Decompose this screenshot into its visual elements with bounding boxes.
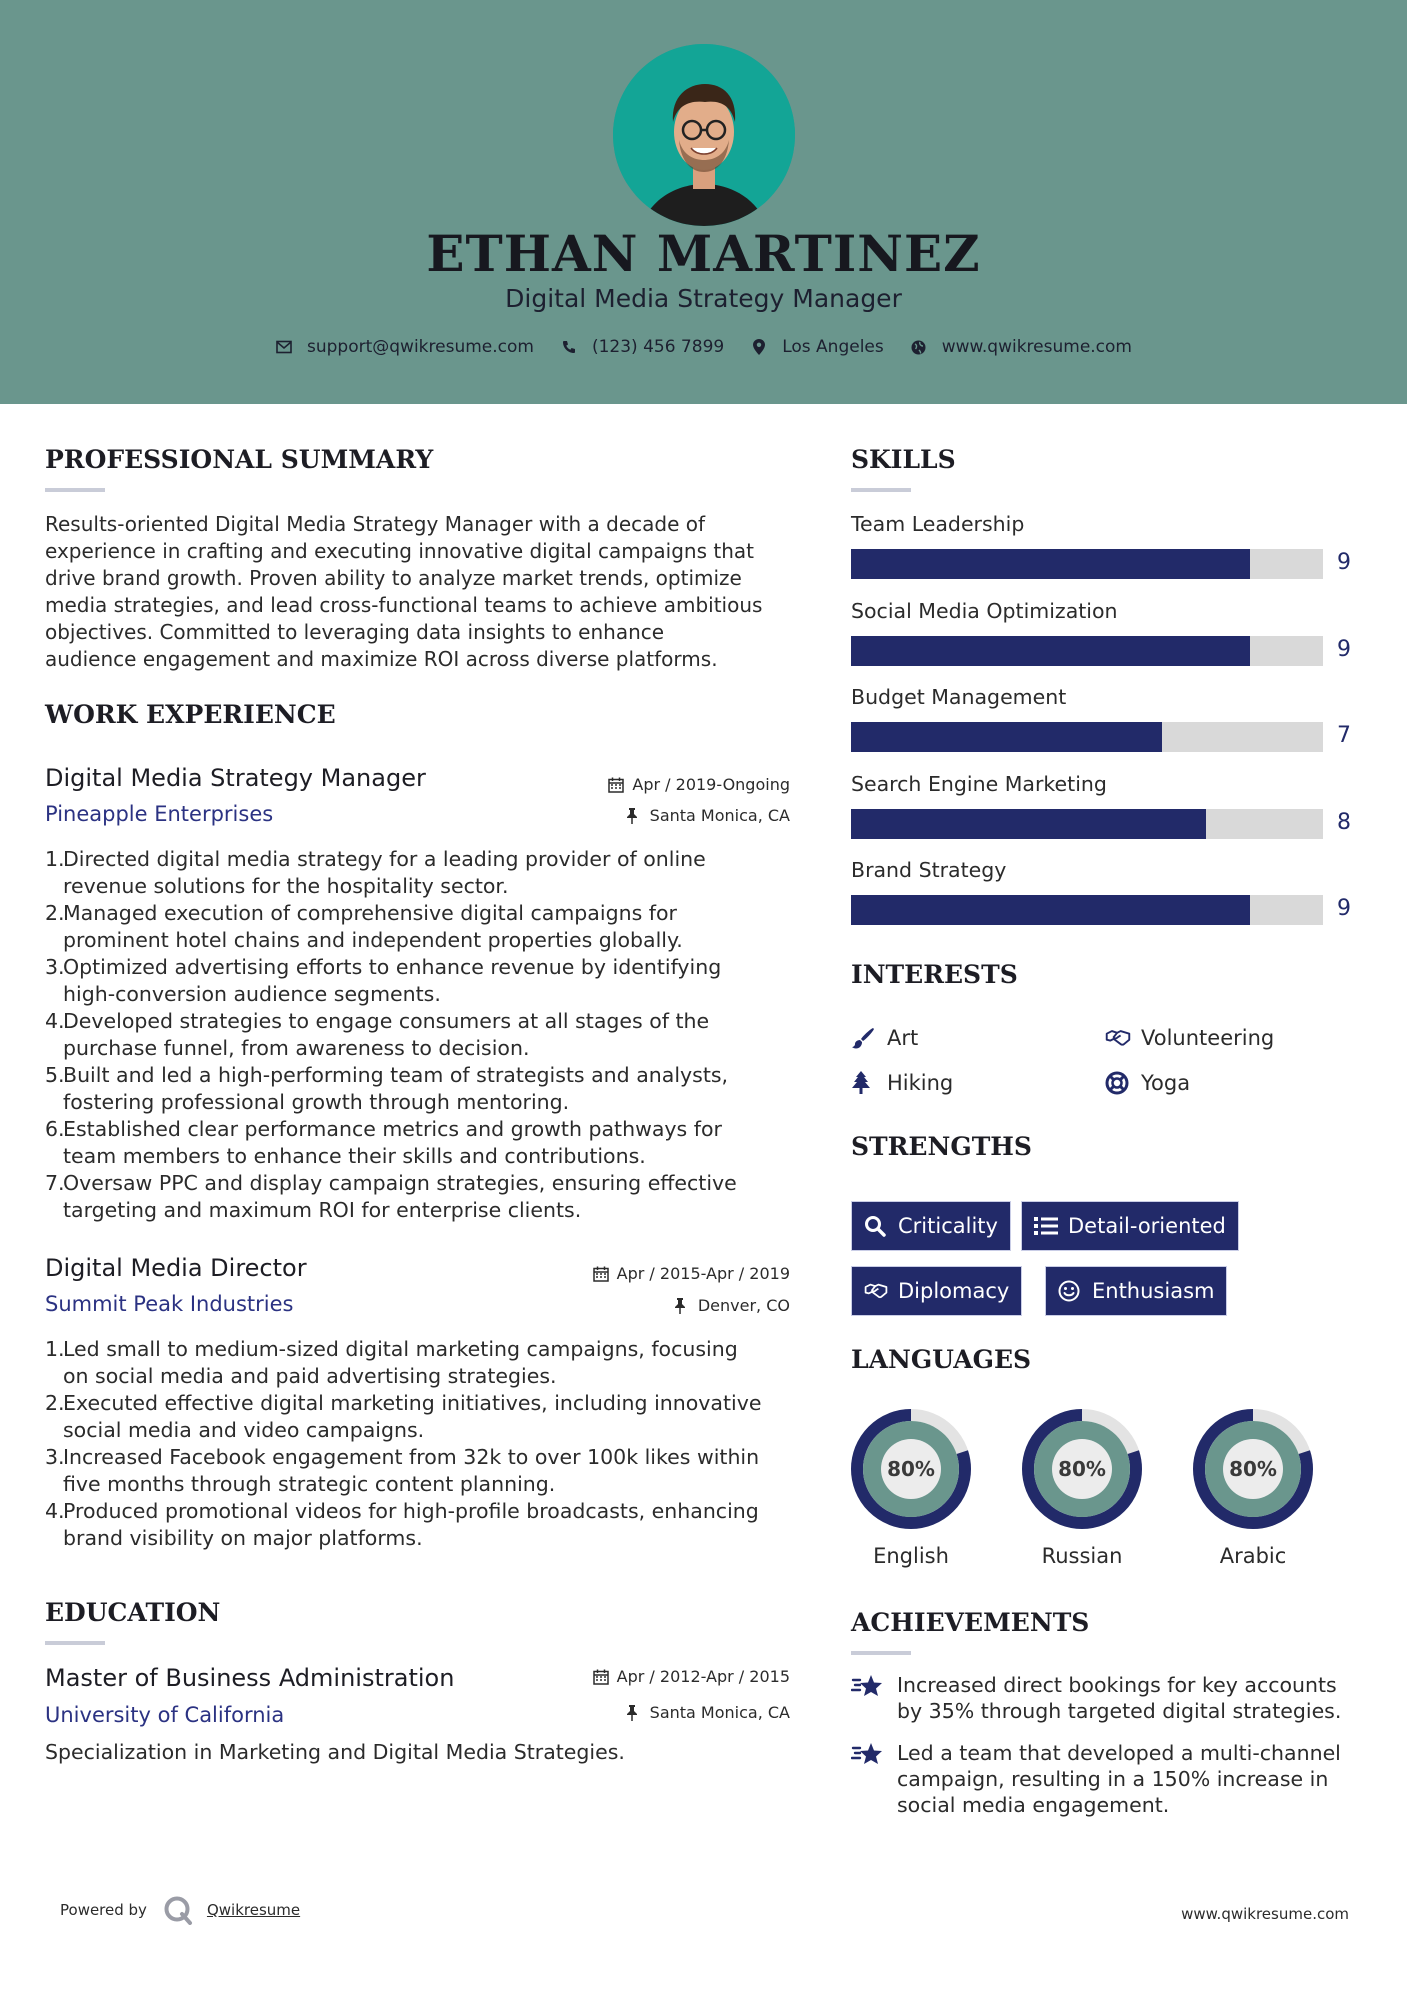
job-dates	[520, 1264, 790, 1283]
interest-label: Volunteering	[1141, 1026, 1275, 1050]
education-location	[520, 1703, 790, 1722]
language-ring-chart	[849, 1407, 973, 1531]
contact-website-text: www.qwikresume.com	[941, 337, 1132, 357]
job-location	[520, 806, 790, 825]
handshake-icon	[864, 1280, 888, 1302]
header-banner	[0, 0, 1407, 404]
pushpin-icon	[674, 1298, 690, 1314]
languages-heading: LANGUAGES	[851, 1345, 1032, 1374]
summary-line: experience in crafting and executing innovative digital campaigns that	[45, 539, 755, 563]
candidate-name: ETHAN MARTINEZ	[426, 224, 981, 283]
language-percent: 80%	[1058, 1457, 1106, 1481]
contact-row	[0, 337, 1407, 357]
powered-by-text: Powered by	[60, 1901, 147, 1919]
skill-bar-fill	[851, 722, 1162, 752]
job-dates-text: Apr / 2015-Apr / 2019	[616, 1264, 790, 1283]
skills-heading: SKILLS	[851, 445, 956, 474]
strength-label: Diplomacy	[898, 1279, 1010, 1303]
achievement-item	[851, 1740, 1371, 1818]
contact-phone[interactable]	[560, 337, 724, 357]
interest-item	[1105, 1071, 1190, 1095]
skill-label: Brand Strategy	[851, 858, 1007, 882]
interest-item	[851, 1026, 918, 1050]
map-pin-icon	[750, 338, 768, 356]
list-item: 4. Produced promotional videos for high-profile broadcasts, enhancing brand visibility on major platforms.	[45, 1499, 759, 1550]
summary-line: audience engagement and maximize ROI across diverse platforms.	[45, 647, 718, 671]
summary-line: Results-oriented Digital Media Strategy Manager with a decade of	[45, 512, 706, 536]
achievement-line: by 35% through targeted digital strategies.	[897, 1699, 1342, 1723]
achievement-line: campaign, resulting in a 150% increase in	[897, 1767, 1329, 1791]
skill-score: 9	[1337, 896, 1351, 921]
list-item: 7. Oversaw PPC and display campaign strategies, ensuring effective targeting and maximum ROI for enterprise clients.	[45, 1171, 737, 1222]
job-location	[520, 1296, 790, 1315]
pushpin-icon	[626, 808, 642, 824]
summary-line: objectives. Committed to leveraging data insights to enhance	[45, 620, 665, 644]
calendar-icon	[608, 777, 624, 793]
footer-powered-by	[60, 1895, 300, 1925]
list-icon	[1034, 1215, 1058, 1237]
list-item: 2. Executed effective digital marketing initiatives, including innovative social media and video campaigns.	[45, 1391, 762, 1442]
interest-item	[851, 1071, 953, 1095]
contact-email[interactable]	[275, 337, 534, 357]
skill-score: 8	[1337, 809, 1351, 835]
skill-bar	[851, 809, 1323, 839]
envelope-icon	[275, 338, 293, 356]
job-company: Pineapple Enterprises	[45, 802, 274, 826]
school-name: University of California	[45, 1703, 285, 1727]
job-title: Digital Media Director	[45, 1254, 307, 1282]
achievements-divider	[851, 1651, 911, 1655]
job-company: Summit Peak Industries	[45, 1292, 294, 1316]
job-location-text: Santa Monica, CA	[649, 806, 790, 825]
skill-score: 7	[1337, 723, 1351, 748]
calendar-icon	[593, 1669, 609, 1685]
contact-website[interactable]	[910, 337, 1132, 357]
summary-line: drive brand growth. Proven ability to analyze market trends, optimize	[45, 566, 742, 590]
handshake-icon	[1105, 1026, 1131, 1050]
job-title: Digital Media Strategy Manager	[45, 764, 426, 792]
list-item: 1. Directed digital media strategy for a leading provider of online revenue solutions for the hospitality sector.	[45, 847, 706, 898]
list-item: 1. Led small to medium-sized digital marketing campaigns, focusing on social media and paid advertising strategies.	[45, 1337, 738, 1388]
skill-score: 9	[1337, 636, 1351, 662]
education-dates-text: Apr / 2012-Apr / 2015	[616, 1667, 790, 1686]
skill-bar-fill	[851, 809, 1206, 839]
list-item: 5. Built and led a high-performing team of strategists and analysts, fostering professional growth through mentoring.	[45, 1063, 729, 1114]
tree-icon	[851, 1071, 877, 1095]
summary-line: media strategies, and lead cross-functional teams to achieve ambitious	[45, 593, 763, 617]
skill-bar	[851, 722, 1323, 752]
skill-label: Budget Management	[851, 685, 1067, 709]
strength-badge	[1045, 1266, 1227, 1316]
language-ring-chart	[1020, 1407, 1144, 1531]
strength-badge	[851, 1266, 1022, 1316]
star-award-icon	[851, 1740, 887, 1766]
paintbrush-icon	[851, 1026, 877, 1050]
contact-phone-text: (123) 456 7899	[591, 337, 725, 357]
skill-bar	[851, 549, 1323, 579]
phone-icon	[560, 338, 578, 356]
skill-bar-fill	[851, 549, 1250, 579]
list-item: 6. Established clear performance metrics and growth pathways for team members to enhance their skills and contributions.	[45, 1117, 722, 1168]
education-dates	[520, 1667, 790, 1686]
interest-label: Yoga	[1141, 1071, 1191, 1095]
job-duties-list	[45, 1336, 805, 1552]
language-ring	[1020, 1407, 1144, 1531]
strength-badge	[851, 1201, 1011, 1251]
language-ring	[849, 1407, 973, 1531]
strength-label: Enthusiasm	[1092, 1279, 1215, 1303]
qwikresume-link[interactable]: Qwikresume	[206, 1901, 301, 1919]
list-item: 2. Managed execution of comprehensive digital campaigns for prominent hotel chains and independent properties globally.	[45, 901, 683, 952]
achievement-item	[851, 1672, 1371, 1724]
smile-icon	[1058, 1280, 1082, 1302]
job-dates	[520, 775, 790, 794]
skill-bar-fill	[851, 636, 1250, 666]
globe-icon	[910, 338, 928, 356]
education-detail: Specialization in Marketing and Digital Media Strategies.	[45, 1740, 625, 1764]
skill-label: Team Leadership	[851, 512, 1025, 536]
achievement-line: social media engagement.	[897, 1793, 1170, 1817]
education-divider	[45, 1641, 105, 1645]
education-location-text: Santa Monica, CA	[649, 1703, 790, 1722]
skill-bar	[851, 895, 1323, 925]
summary-divider	[45, 488, 105, 492]
list-item: 3. Increased Facebook engagement from 32k to over 100k likes within five months through strategic content planning.	[45, 1445, 760, 1496]
list-item: 3. Optimized advertising efforts to enhance revenue by identifying high-conversion audience segments.	[45, 955, 722, 1006]
achievement-line: Increased direct bookings for key accounts	[897, 1673, 1337, 1697]
interest-item	[1105, 1026, 1274, 1050]
job-dates-text: Apr / 2019-Ongoing	[632, 775, 790, 794]
calendar-icon	[593, 1266, 609, 1282]
lifebuoy-icon	[1105, 1071, 1131, 1095]
profile-photo	[613, 44, 795, 226]
skill-bar-fill	[851, 895, 1250, 925]
experience-heading: WORK EXPERIENCE	[45, 700, 336, 729]
achievement-line: Led a team that developed a multi-channel	[897, 1741, 1341, 1765]
star-award-icon	[851, 1672, 887, 1698]
interest-label: Art	[887, 1026, 919, 1050]
contact-location-text: Los Angeles	[782, 337, 884, 357]
education-heading: EDUCATION	[45, 1598, 221, 1627]
job-location-text: Denver, CO	[697, 1296, 790, 1315]
skill-score: 9	[1337, 550, 1351, 575]
strength-badge	[1021, 1201, 1239, 1251]
skill-bar	[851, 636, 1323, 666]
summary-text	[45, 511, 805, 673]
achievements-heading: ACHIEVEMENTS	[851, 1608, 1090, 1637]
degree-title: Master of Business Administration	[45, 1664, 455, 1692]
skill-label: Search Engine Marketing	[851, 771, 1107, 796]
language-percent: 80%	[1229, 1457, 1277, 1481]
language-percent: 80%	[887, 1457, 935, 1481]
search-icon	[864, 1215, 888, 1237]
interests-heading: INTERESTS	[851, 960, 1018, 989]
skills-divider	[851, 488, 911, 492]
strengths-heading: STRENGTHS	[851, 1132, 1032, 1161]
pushpin-icon	[626, 1705, 642, 1721]
list-item: 4. Developed strategies to engage consumers at all stages of the purchase funnel, from awareness to decision.	[45, 1009, 710, 1060]
language-name: Russian	[1041, 1544, 1123, 1568]
language-name: English	[873, 1544, 949, 1568]
candidate-title: Digital Media Strategy Manager	[505, 284, 902, 313]
contact-email-text: support@qwikresume.com	[307, 337, 534, 357]
strength-label: Criticality	[898, 1214, 998, 1238]
skill-label: Social Media Optimization	[851, 598, 1118, 623]
language-ring	[1191, 1407, 1315, 1531]
qwikresume-logo-icon	[163, 1895, 193, 1925]
job-duties-list	[45, 846, 805, 1224]
contact-location	[750, 337, 884, 357]
strength-label: Detail-oriented	[1068, 1214, 1226, 1238]
summary-heading: PROFESSIONAL SUMMARY	[45, 445, 434, 474]
language-ring-chart	[1191, 1407, 1315, 1531]
interest-label: Hiking	[887, 1071, 954, 1095]
language-name: Arabic	[1219, 1544, 1287, 1568]
footer-url[interactable]: www.qwikresume.com	[1181, 1905, 1349, 1923]
